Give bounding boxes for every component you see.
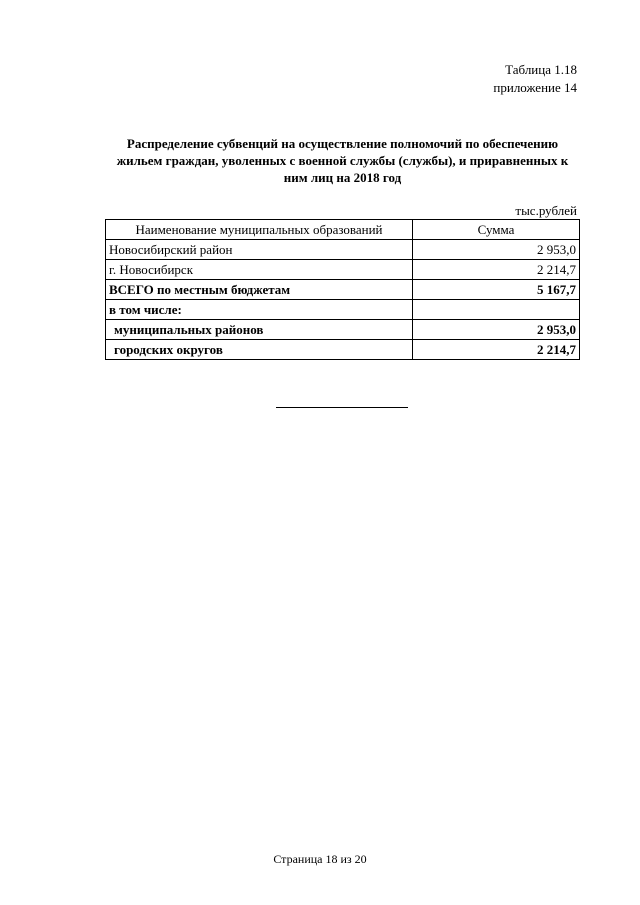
row-value: 2 214,7 <box>413 260 580 280</box>
table-header-row <box>106 220 580 240</box>
separator-line <box>276 407 408 408</box>
row-name: муниципальных районов <box>106 320 413 340</box>
row-name: ВСЕГО по местным бюджетам <box>106 280 413 300</box>
row-value: 2 953,0 <box>413 320 580 340</box>
row-name: г. Новосибирск <box>106 260 413 280</box>
table-row-total <box>106 280 580 300</box>
row-value: 5 167,7 <box>413 280 580 300</box>
table-row <box>106 340 580 360</box>
page-number: Страница 18 из 20 <box>273 852 367 866</box>
data-table <box>105 219 580 360</box>
column-header-name: Наименование муниципальных образований <box>106 220 413 240</box>
row-name: в том числе: <box>106 300 413 320</box>
table-row <box>106 320 580 340</box>
appendix-label: приложение 14 <box>493 80 577 95</box>
table-number: Таблица 1.18 <box>505 62 577 77</box>
column-header-sum: Сумма <box>413 220 580 240</box>
row-name: Новосибирский район <box>106 240 413 260</box>
row-value <box>413 300 580 320</box>
table-row <box>106 240 580 260</box>
row-value: 2 953,0 <box>413 240 580 260</box>
table-row-subheader <box>106 300 580 320</box>
document-title: Распределение субвенций на осуществление полномочий по обеспечению жильем граждан, уволенных с военной службы (службы), и приравненных к ним лиц на 2018 год <box>116 136 569 185</box>
row-name: городских округов <box>106 340 413 360</box>
units-label: тыс.рублей <box>515 203 577 218</box>
table-row <box>106 260 580 280</box>
row-value: 2 214,7 <box>413 340 580 360</box>
